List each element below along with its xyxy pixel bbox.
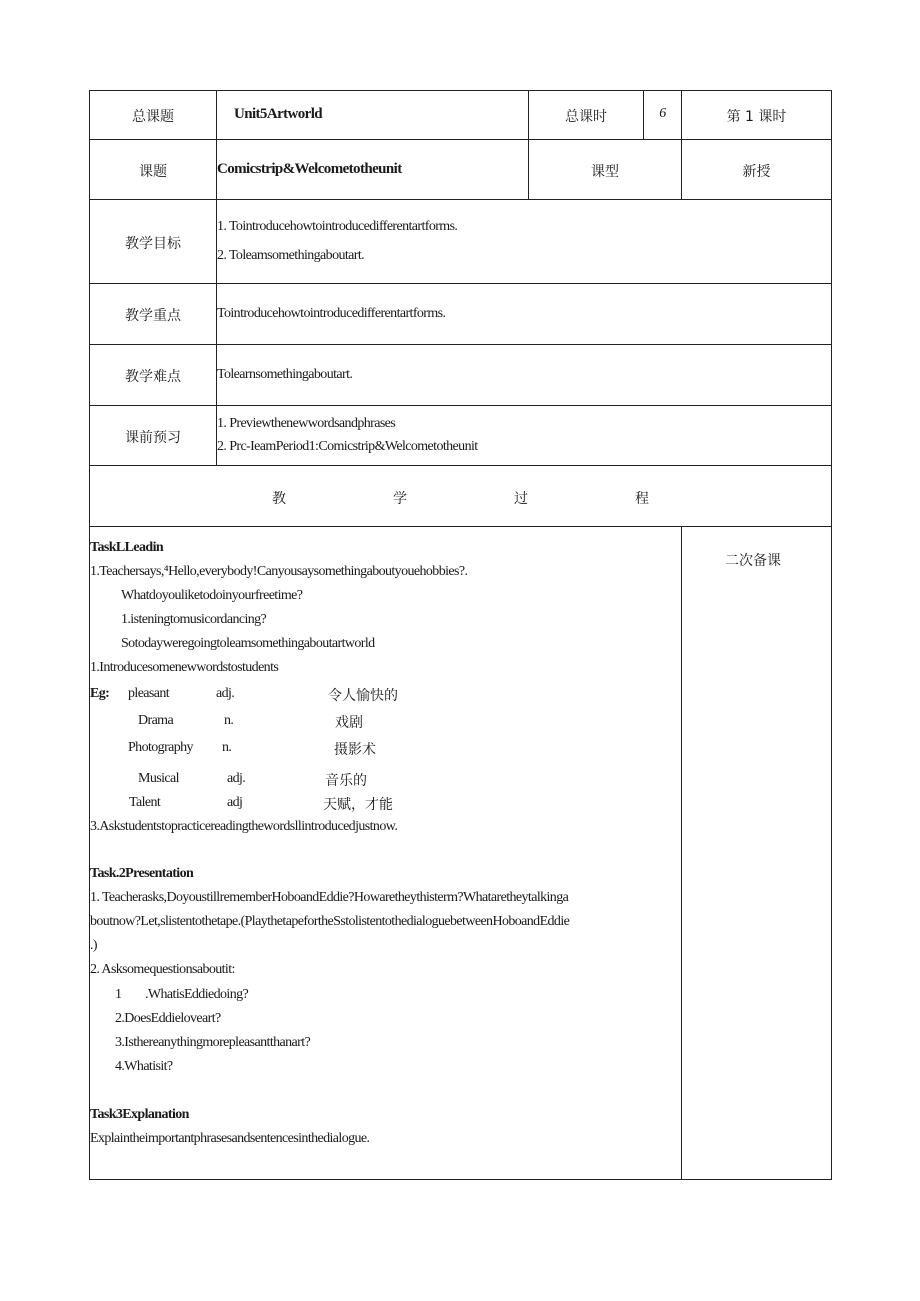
topic-label: 课题	[139, 164, 167, 180]
question-number: 1	[115, 987, 122, 1002]
vocab-meaning: 音乐的	[325, 773, 367, 789]
task1-line: 1.Teachersays,⁴Hello,everybody!Canyousaysomethingaboutyouehobbies?.	[90, 564, 468, 579]
lesson-number: 第 1 课时	[726, 109, 787, 125]
total-hours-value: 6	[659, 106, 666, 121]
table-col-divider	[216, 90, 217, 466]
question-item: 3.Isthereanythingmorepleasantthanart?	[115, 1035, 311, 1050]
question-item: 4.Whatisit?	[115, 1059, 173, 1074]
task2-line: .)	[90, 938, 97, 953]
table-row-divider	[89, 199, 832, 200]
vocab-word: Drama	[138, 713, 174, 728]
vocab-meaning: 天赋，才能	[323, 797, 393, 813]
lesson-type-label: 课型	[591, 164, 619, 180]
lesson-type-value: 新授	[742, 164, 771, 180]
table-row-divider	[89, 465, 832, 466]
secondary-prep-label: 二次备课	[725, 553, 781, 569]
vocab-word: Talent	[129, 795, 161, 810]
task2-line: 1. Teacherasks,DoyoustillrememberHoboandEddie?Howaretheythisterm?Whataretheytalkinga	[90, 890, 569, 905]
task1-line: 1.isteningtomusicordancing?	[121, 612, 267, 627]
task2-line: boutnow?Let,slistentothetape.(PlaythetapefortheSstolistentothedialoguebetweenHoboandEddie	[90, 914, 570, 929]
table-row-divider	[89, 283, 832, 284]
topic-value: Comicstrip&Welcometotheunit	[217, 161, 402, 177]
process-char: 过	[514, 491, 528, 507]
vocab-meaning: 令人愉快的	[328, 688, 398, 704]
table-row-divider	[89, 344, 832, 345]
total-topic-label: 总课题	[132, 109, 174, 125]
task2-title: Task.2Presentation	[90, 866, 194, 881]
table-border-right	[831, 90, 832, 1180]
total-hours-label: 总课时	[565, 109, 607, 125]
difficulties-text: Tolearnsomethingaboutart.	[217, 367, 353, 382]
vocab-pos: adj	[227, 795, 243, 810]
vocab-meaning: 戏剧	[335, 715, 363, 731]
task1-line: Whatdoyouliketodoinyourfreetime?	[121, 588, 303, 603]
difficulties-label: 教学难点	[125, 369, 181, 385]
objective-item: 2. Toleamsomethingaboutart.	[217, 248, 365, 263]
objectives-label: 教学目标	[125, 236, 181, 252]
key-points-label: 教学重点	[125, 308, 181, 324]
objective-item: 1. Tointroducehowtointroducedifferentartforms.	[217, 219, 458, 234]
process-char: 程	[635, 491, 649, 507]
task3-text: Explaintheimportantphrasesandsentencesinthedialogue.	[90, 1131, 370, 1146]
table-border-left	[89, 90, 90, 1180]
total-topic-value: Unit5Artworld	[234, 106, 323, 122]
task1-line: Sotodayweregoingtoleamsomethingaboutartworld	[121, 636, 375, 651]
vocab-meaning: 摄影术	[334, 742, 376, 758]
task1-line: 1.Introducesomenewwordstostudents	[90, 660, 279, 675]
process-char: 教	[272, 491, 286, 507]
question-item: .WhatisEddiedoing?	[145, 987, 249, 1002]
vocab-word: Photography	[128, 740, 193, 755]
task1-title: TaskLLeadin	[90, 540, 164, 555]
task2-line: 2. Asksomequestionsaboutit:	[90, 962, 235, 977]
eg-label: Eg:	[90, 686, 110, 701]
table-border-top	[89, 90, 832, 91]
vocab-word: pleasant	[128, 686, 170, 701]
task3-title: Task3Explanation	[90, 1107, 189, 1122]
vocab-pos: n.	[224, 713, 234, 728]
task1-practice: 3.Askstudentstopracticereadingthewordsllintroducedjustnow.	[90, 819, 398, 834]
key-points-text: Tointroducehowtointroducedifferentartforms.	[217, 306, 446, 321]
preview-item: 1. Previewthenewwordsandphrases	[217, 416, 396, 431]
table-row-divider	[89, 139, 832, 140]
table-row-divider	[89, 405, 832, 406]
vocab-word: Musical	[138, 771, 179, 786]
vocab-pos: adj.	[216, 686, 235, 701]
table-row-divider	[89, 526, 832, 527]
table-border-bottom	[89, 1179, 832, 1180]
preview-label: 课前预习	[125, 430, 181, 446]
table-col-divider	[681, 526, 682, 1180]
process-char: 学	[393, 491, 407, 507]
vocab-pos: adj.	[227, 771, 246, 786]
preview-item: 2. Prc-IeamPeriod1:Comicstrip&Welcometotheunit	[217, 439, 478, 454]
question-item: 2.DoesEddieloveart?	[115, 1011, 221, 1026]
vocab-pos: n.	[222, 740, 232, 755]
